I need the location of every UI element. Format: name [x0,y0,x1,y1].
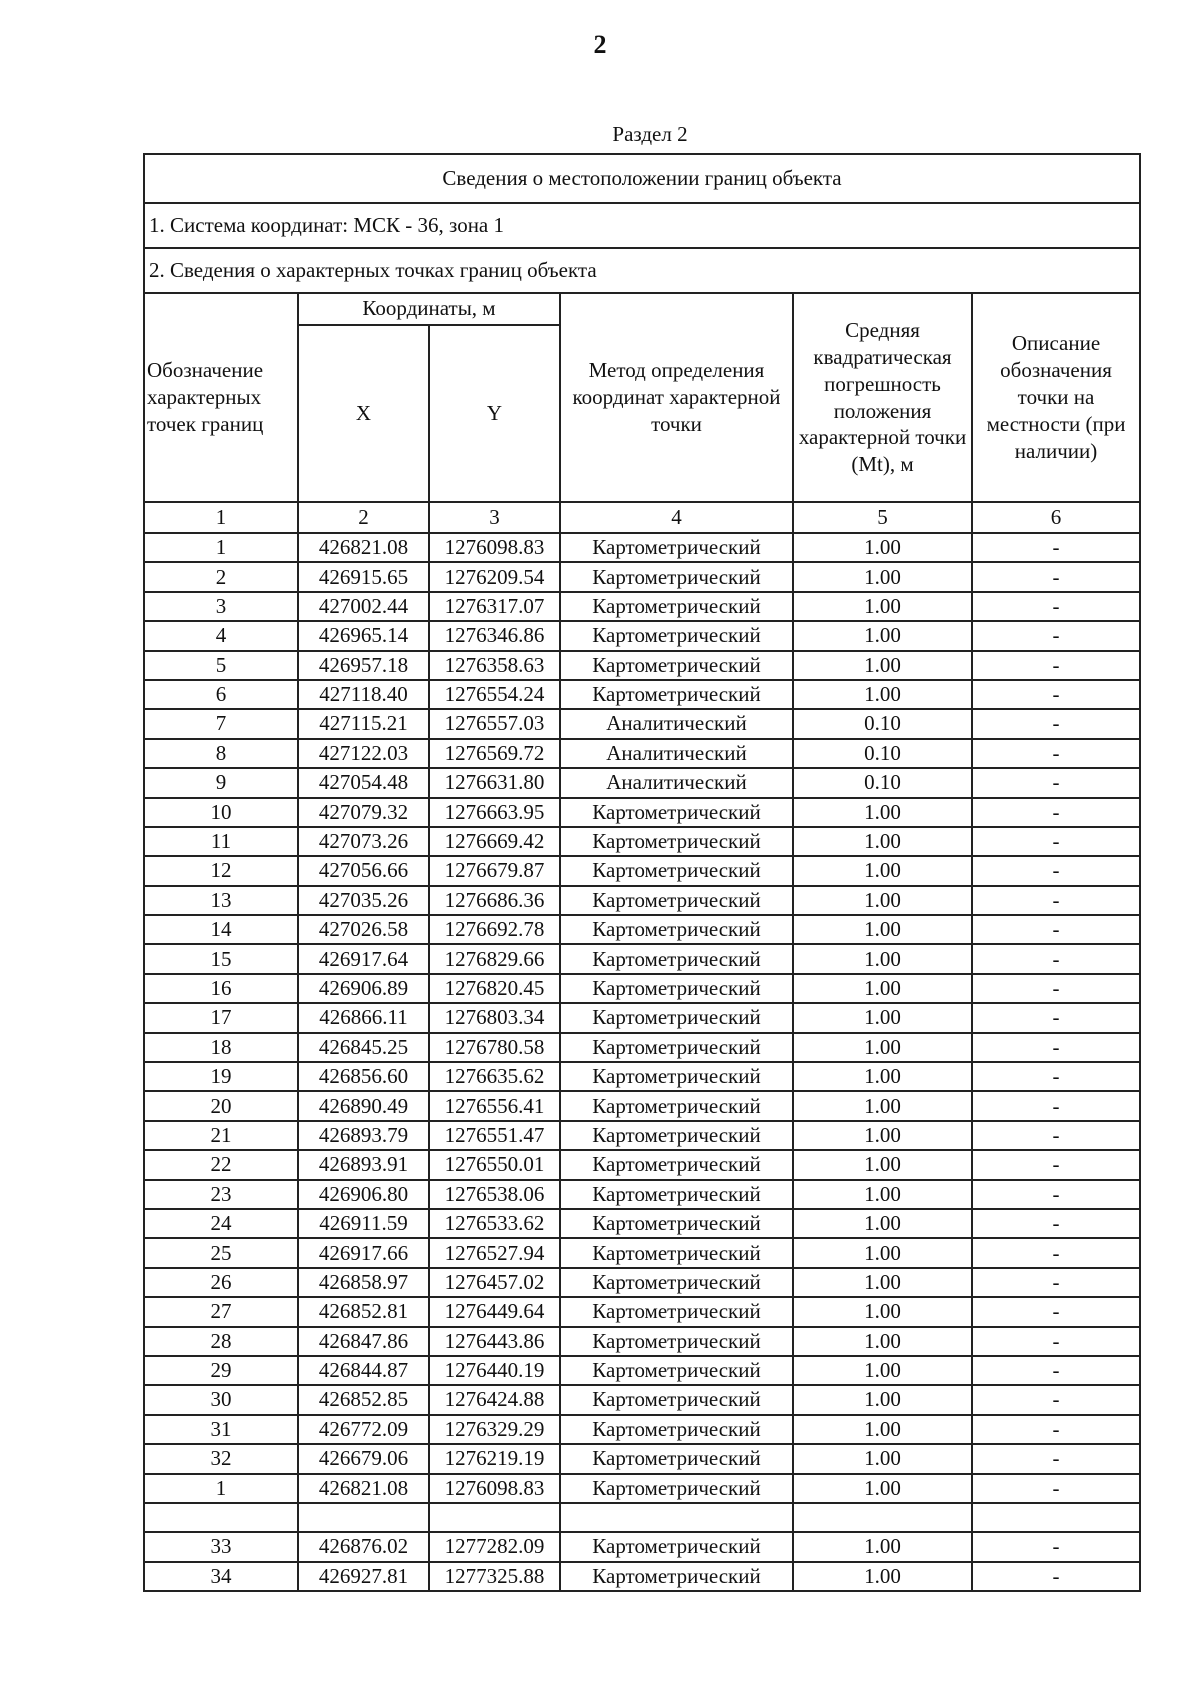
table-row [144,739,1140,768]
error-mt: 1.00 [793,944,972,973]
error-mt: 1.00 [793,1415,972,1444]
method: Картометрический [560,533,793,562]
error-mt: 1.00 [793,1150,972,1179]
y-coordinate: 1276569.72 [429,739,560,768]
point-id: 1 [144,533,298,562]
description: - [972,562,1140,591]
table-row [144,1238,1140,1267]
table-row [144,798,1140,827]
point-id: 2 [144,562,298,591]
x-coordinate: 426893.91 [298,1150,429,1179]
error-mt: 1.00 [793,1062,972,1091]
table-row [144,1415,1140,1444]
description: - [972,1150,1140,1179]
point-id: 12 [144,856,298,885]
x-coordinate: 427079.32 [298,798,429,827]
point-id: 24 [144,1209,298,1238]
point-id: 26 [144,1268,298,1297]
description: - [972,1297,1140,1326]
method [560,1503,793,1532]
header-description: Описание обозначения точки на местности (при наличии) [972,293,1140,502]
y-coordinate: 1276820.45 [429,974,560,1003]
point-id: 1 [144,1474,298,1503]
table-row [144,651,1140,680]
coordinate-system: 1. Система координат: МСК - 36, зона 1 [144,203,1140,248]
point-id: 21 [144,1121,298,1150]
point-id: 17 [144,1003,298,1032]
y-coordinate: 1276346.86 [429,621,560,650]
table-row [144,533,1140,562]
table-row [144,592,1140,621]
table-row [144,709,1140,738]
error-mt: 1.00 [793,1268,972,1297]
x-coordinate: 426915.65 [298,562,429,591]
error-mt: 1.00 [793,1003,972,1032]
table-row [144,1268,1140,1297]
description: - [972,915,1140,944]
error-mt: 1.00 [793,1297,972,1326]
x-coordinate: 427002.44 [298,592,429,621]
y-coordinate: 1276669.42 [429,827,560,856]
y-coordinate: 1276663.95 [429,798,560,827]
x-coordinate: 426965.14 [298,621,429,650]
method: Аналитический [560,739,793,768]
point-id: 34 [144,1562,298,1591]
point-id: 10 [144,798,298,827]
method: Картометрический [560,1562,793,1591]
x-coordinate: 426679.06 [298,1444,429,1473]
table-row [144,621,1140,650]
method: Картометрический [560,798,793,827]
column-number: 5 [793,502,972,533]
x-coordinate: 426911.59 [298,1209,429,1238]
x-coordinate: 426852.85 [298,1385,429,1414]
method: Картометрический [560,1532,793,1561]
column-number: 4 [560,502,793,533]
table-row [144,1091,1140,1120]
table-title: Сведения о местоположении границ объекта [144,154,1140,203]
x-coordinate: 427115.21 [298,709,429,738]
point-id: 15 [144,944,298,973]
error-mt: 1.00 [793,680,972,709]
description: - [972,1003,1140,1032]
description: - [972,1033,1140,1062]
method: Картометрический [560,1209,793,1238]
table-row [144,1444,1140,1473]
point-id: 6 [144,680,298,709]
error-mt: 1.00 [793,974,972,1003]
x-coordinate: 426845.25 [298,1033,429,1062]
column-number: 1 [144,502,298,533]
error-mt: 0.10 [793,739,972,768]
description: - [972,1180,1140,1209]
point-id: 13 [144,886,298,915]
x-coordinate: 426858.97 [298,1268,429,1297]
y-coordinate: 1277282.09 [429,1532,560,1561]
table-row [144,1003,1140,1032]
column-number: 2 [298,502,429,533]
x-coordinate: 426893.79 [298,1121,429,1150]
x-coordinate: 426906.80 [298,1180,429,1209]
error-mt: 1.00 [793,562,972,591]
y-coordinate: 1276358.63 [429,651,560,680]
point-id [144,1503,298,1532]
description: - [972,856,1140,885]
table-row [144,1150,1140,1179]
error-mt: 1.00 [793,1180,972,1209]
point-id: 8 [144,739,298,768]
method: Картометрический [560,1474,793,1503]
description: - [972,1062,1140,1091]
point-id: 25 [144,1238,298,1267]
description: - [972,1415,1140,1444]
error-mt: 1.00 [793,1238,972,1267]
point-id: 9 [144,768,298,797]
description: - [972,533,1140,562]
table-row [144,1385,1140,1414]
error-mt: 1.00 [793,533,972,562]
y-coordinate: 1276098.83 [429,1474,560,1503]
method: Картометрический [560,592,793,621]
point-id: 11 [144,827,298,856]
error-mt: 1.00 [793,1091,972,1120]
x-coordinate: 426917.66 [298,1238,429,1267]
description: - [972,592,1140,621]
y-coordinate: 1276557.03 [429,709,560,738]
table-row [144,1121,1140,1150]
x-coordinate: 427026.58 [298,915,429,944]
point-id: 7 [144,709,298,738]
method: Картометрический [560,1415,793,1444]
method: Картометрический [560,915,793,944]
y-coordinate: 1276538.06 [429,1180,560,1209]
y-coordinate: 1276457.02 [429,1268,560,1297]
x-coordinate: 427073.26 [298,827,429,856]
point-id: 18 [144,1033,298,1062]
method: Картометрический [560,1150,793,1179]
y-coordinate: 1276692.78 [429,915,560,944]
x-coordinate: 426957.18 [298,651,429,680]
table-row [144,562,1140,591]
description: - [972,1356,1140,1385]
y-coordinate: 1276098.83 [429,533,560,562]
method: Картометрический [560,1327,793,1356]
error-mt: 1.00 [793,856,972,885]
x-coordinate [298,1503,429,1532]
error-mt: 1.00 [793,1474,972,1503]
error-mt: 1.00 [793,915,972,944]
y-coordinate: 1276424.88 [429,1385,560,1414]
x-coordinate: 426821.08 [298,1474,429,1503]
point-id: 4 [144,621,298,650]
description: - [972,1444,1140,1473]
header-x: X [298,325,429,502]
y-coordinate: 1276631.80 [429,768,560,797]
header-point: Обозначение характерных точек границ [144,293,298,502]
y-coordinate: 1276443.86 [429,1327,560,1356]
table-row [144,915,1140,944]
x-coordinate: 426876.02 [298,1532,429,1561]
table-row [144,1562,1140,1591]
description: - [972,886,1140,915]
point-id: 28 [144,1327,298,1356]
description: - [972,1121,1140,1150]
point-id: 23 [144,1180,298,1209]
y-coordinate: 1276780.58 [429,1033,560,1062]
header-error: Средняя квадратическая погрешность положения характерной точки (Mt), м [793,293,972,502]
description: - [972,944,1140,973]
error-mt: 1.00 [793,798,972,827]
x-coordinate: 426866.11 [298,1003,429,1032]
description [972,1503,1140,1532]
point-id: 3 [144,592,298,621]
error-mt: 1.00 [793,1033,972,1062]
description: - [972,1268,1140,1297]
description: - [972,1474,1140,1503]
method: Картометрический [560,1091,793,1120]
point-id: 30 [144,1385,298,1414]
method: Картометрический [560,886,793,915]
method: Картометрический [560,1180,793,1209]
description: - [972,1209,1140,1238]
x-coordinate: 427035.26 [298,886,429,915]
section-label: Раздел 2 [612,122,688,146]
table-row [144,1532,1140,1561]
error-mt: 1.00 [793,621,972,650]
y-coordinate: 1276556.41 [429,1091,560,1120]
table-row [144,1327,1140,1356]
table-row [144,1180,1140,1209]
y-coordinate: 1276209.54 [429,562,560,591]
method: Картометрический [560,827,793,856]
table-row [144,974,1140,1003]
method: Аналитический [560,709,793,738]
x-coordinate: 426927.81 [298,1562,429,1591]
error-mt: 1.00 [793,651,972,680]
method: Картометрический [560,621,793,650]
x-coordinate: 426906.89 [298,974,429,1003]
description: - [972,974,1140,1003]
point-id: 19 [144,1062,298,1091]
table-row [144,944,1140,973]
y-coordinate: 1276449.64 [429,1297,560,1326]
y-coordinate [429,1503,560,1532]
point-id: 29 [144,1356,298,1385]
description: - [972,1562,1140,1591]
header-method: Метод определения координат характерной точки [560,293,793,502]
x-coordinate: 427122.03 [298,739,429,768]
description: - [972,1327,1140,1356]
y-coordinate: 1276829.66 [429,944,560,973]
description: - [972,621,1140,650]
description: - [972,680,1140,709]
description: - [972,1238,1140,1267]
description: - [972,1532,1140,1561]
method: Картометрический [560,562,793,591]
method: Картометрический [560,1003,793,1032]
error-mt: 1.00 [793,1356,972,1385]
method: Картометрический [560,1297,793,1326]
page-number: 2 [593,30,607,59]
point-id: 22 [144,1150,298,1179]
error-mt: 1.00 [793,1532,972,1561]
column-number-row [144,502,1140,533]
description: - [972,798,1140,827]
x-coordinate: 427054.48 [298,768,429,797]
description: - [972,651,1140,680]
method: Картометрический [560,944,793,973]
method: Картометрический [560,856,793,885]
error-mt: 0.10 [793,768,972,797]
y-coordinate: 1276219.19 [429,1444,560,1473]
method: Картометрический [560,1356,793,1385]
point-id: 32 [144,1444,298,1473]
x-coordinate: 426917.64 [298,944,429,973]
table-row [144,1297,1140,1326]
x-coordinate: 426772.09 [298,1415,429,1444]
header-y: Y [429,325,560,502]
description: - [972,709,1140,738]
error-mt: 1.00 [793,1209,972,1238]
method: Картометрический [560,1033,793,1062]
error-mt: 1.00 [793,592,972,621]
description: - [972,827,1140,856]
description: - [972,1385,1140,1414]
y-coordinate: 1276554.24 [429,680,560,709]
error-mt: 1.00 [793,827,972,856]
x-coordinate: 426856.60 [298,1062,429,1091]
point-id: 27 [144,1297,298,1326]
method: Картометрический [560,680,793,709]
column-number: 3 [429,502,560,533]
y-coordinate: 1276527.94 [429,1238,560,1267]
error-mt: 1.00 [793,1121,972,1150]
header-coordinates: Координаты, м [298,293,560,325]
x-coordinate: 427118.40 [298,680,429,709]
x-coordinate: 426852.81 [298,1297,429,1326]
table-row [144,1356,1140,1385]
y-coordinate: 1276329.29 [429,1415,560,1444]
table-row [144,1033,1140,1062]
y-coordinate: 1276550.01 [429,1150,560,1179]
y-coordinate: 1276686.36 [429,886,560,915]
x-coordinate: 426847.86 [298,1327,429,1356]
x-coordinate: 426844.87 [298,1356,429,1385]
table-row [144,856,1140,885]
error-mt: 1.00 [793,1562,972,1591]
error-mt: 1.00 [793,1327,972,1356]
error-mt: 1.00 [793,886,972,915]
y-coordinate: 1276679.87 [429,856,560,885]
method: Картометрический [560,1268,793,1297]
column-number: 6 [972,502,1140,533]
method: Картометрический [560,1121,793,1150]
method: Картометрический [560,1444,793,1473]
method: Картометрический [560,1385,793,1414]
error-mt: 1.00 [793,1444,972,1473]
table-row [144,1474,1140,1503]
description: - [972,1091,1140,1120]
x-coordinate: 426890.49 [298,1091,429,1120]
method: Картометрический [560,1062,793,1091]
table-row [144,1209,1140,1238]
y-coordinate: 1276551.47 [429,1121,560,1150]
point-id: 16 [144,974,298,1003]
error-mt: 1.00 [793,1385,972,1414]
point-id: 33 [144,1532,298,1561]
error-mt: 0.10 [793,709,972,738]
y-coordinate: 1276317.07 [429,592,560,621]
y-coordinate: 1277325.88 [429,1562,560,1591]
y-coordinate: 1276533.62 [429,1209,560,1238]
method: Картометрический [560,1238,793,1267]
point-id: 20 [144,1091,298,1120]
x-coordinate: 427056.66 [298,856,429,885]
point-id: 5 [144,651,298,680]
table-row [144,886,1140,915]
error-mt [793,1503,972,1532]
y-coordinate: 1276635.62 [429,1062,560,1091]
description: - [972,768,1140,797]
table-row [144,680,1140,709]
table-row [144,827,1140,856]
points-heading: 2. Сведения о характерных точках границ объекта [144,248,1140,293]
boundary-points-table [143,153,1141,1592]
table-row [144,1062,1140,1091]
description: - [972,739,1140,768]
method: Аналитический [560,768,793,797]
method: Картометрический [560,974,793,1003]
table-row [144,768,1140,797]
x-coordinate: 426821.08 [298,533,429,562]
point-id: 31 [144,1415,298,1444]
y-coordinate: 1276440.19 [429,1356,560,1385]
method: Картометрический [560,651,793,680]
table-row [144,1503,1140,1532]
point-id: 14 [144,915,298,944]
y-coordinate: 1276803.34 [429,1003,560,1032]
